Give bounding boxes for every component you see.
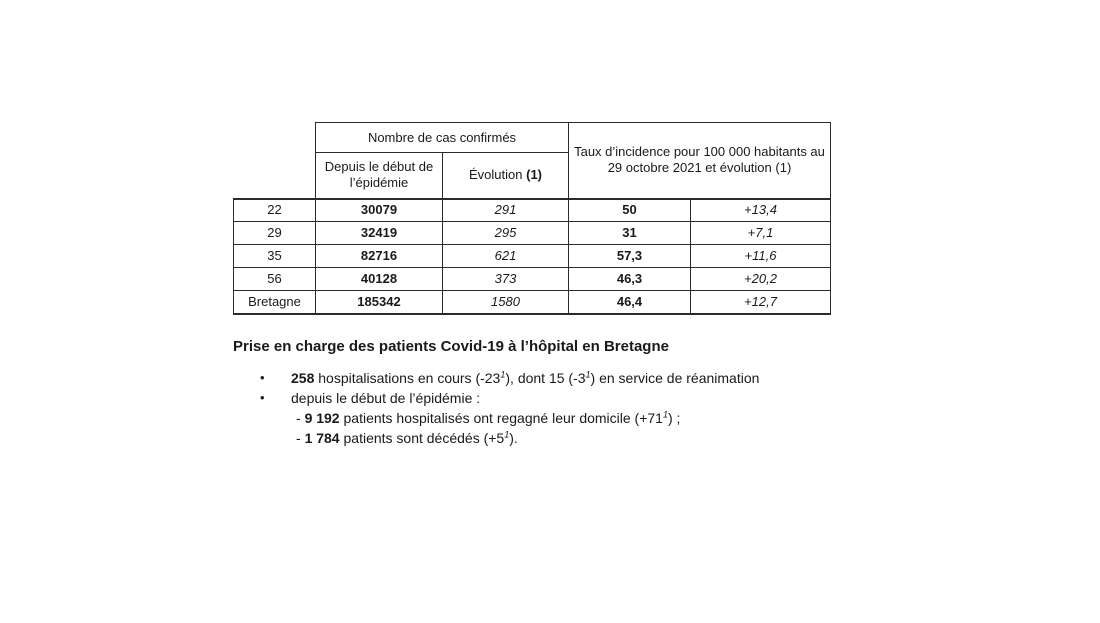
- incidence-evolution-cell: +7,1: [691, 222, 831, 245]
- header-since-start-label: Depuis le début de l’épidémie: [324, 159, 434, 191]
- evolution-cell: 1580: [443, 291, 569, 314]
- header-row-group: [234, 123, 831, 153]
- header-evolution-label: Évolution: [469, 167, 523, 183]
- incidence-evolution-cell: +13,4: [691, 199, 831, 222]
- header-evolution-note: (1): [526, 167, 542, 183]
- header-empty-corner2: [234, 153, 316, 199]
- bullet-item-hospitalisations: [233, 368, 873, 388]
- header-cases-group: [316, 123, 569, 153]
- footnote-ref: 1: [662, 409, 668, 420]
- table-row-region-total: [234, 291, 831, 314]
- evolution-cell: 373: [443, 268, 569, 291]
- dept-cell: Bretagne: [234, 291, 316, 314]
- table-row: [234, 245, 831, 268]
- footnote-ref: 1: [500, 369, 506, 380]
- dept-cell: 29: [234, 222, 316, 245]
- dept-cell: 22: [234, 199, 316, 222]
- incidence-rate-cell: 46,3: [569, 268, 691, 291]
- incidence-evolution-cell: +20,2: [691, 268, 831, 291]
- bullet-item-since-start: [233, 388, 873, 408]
- header-incidence: [569, 123, 831, 199]
- returned-home-count: 9 192: [304, 410, 340, 426]
- header-incidence-line2: 29 octobre 2021 et évolution (1): [607, 160, 792, 176]
- header-cases-group-label: Nombre de cas confirmés: [367, 129, 517, 145]
- hospitalisations-count: 258: [291, 370, 315, 386]
- incidence-evolution-cell: +12,7: [691, 291, 831, 314]
- total-cases-cell: 40128: [316, 268, 443, 291]
- evolution-cell: 621: [443, 245, 569, 268]
- incidence-evolution-cell: +11,6: [691, 245, 831, 268]
- header-evolution: [443, 153, 569, 199]
- table-row: [234, 199, 831, 222]
- incidence-rate-cell: 57,3: [569, 245, 691, 268]
- header-empty-corner: [234, 123, 316, 153]
- total-cases-cell: 32419: [316, 222, 443, 245]
- subitem-deceased: - 1 784 patients sont décédés (+5$^1$).: [296, 429, 518, 446]
- subitem-returned-home: - 9 192 patients hospitalisés ont regagné leur domicile (+71$^1$) ;: [296, 409, 681, 426]
- hospital-care-section: [233, 338, 873, 448]
- evolution-cell: 295: [443, 222, 569, 245]
- incidence-rate-cell: 31: [569, 222, 691, 245]
- total-cases-cell: 82716: [316, 245, 443, 268]
- bullet-icon: •: [260, 390, 265, 405]
- dept-cell: 56: [234, 268, 316, 291]
- incidence-rate-cell: 50: [569, 199, 691, 222]
- total-cases-cell: 30079: [316, 199, 443, 222]
- incidence-rate-cell: 46,4: [569, 291, 691, 314]
- footnote-ref: 1: [585, 369, 591, 380]
- bullet-text: 258 hospitalisations en cours (-23$^1$), dont 15 (-3$^1$) en service de réanimation: [291, 369, 760, 386]
- incidence-table: [233, 122, 831, 315]
- table-row: [234, 268, 831, 291]
- header-incidence-line1: Taux d’incidence pour 100 000 habitants au: [574, 144, 825, 160]
- evolution-cell: 291: [443, 199, 569, 222]
- footnote-ref: 1: [504, 429, 510, 440]
- bullet-text: depuis le début de l’épidémie :: [291, 390, 481, 406]
- dept-cell: 35: [234, 245, 316, 268]
- table-row: [234, 222, 831, 245]
- total-cases-cell: 185342: [316, 291, 443, 314]
- header-since-start: [316, 153, 443, 199]
- bullet-icon: •: [260, 370, 265, 385]
- section-title: Prise en charge des patients Covid-19 à l’hôpital en Bretagne: [233, 338, 669, 355]
- deceased-count: 1 784: [304, 430, 340, 446]
